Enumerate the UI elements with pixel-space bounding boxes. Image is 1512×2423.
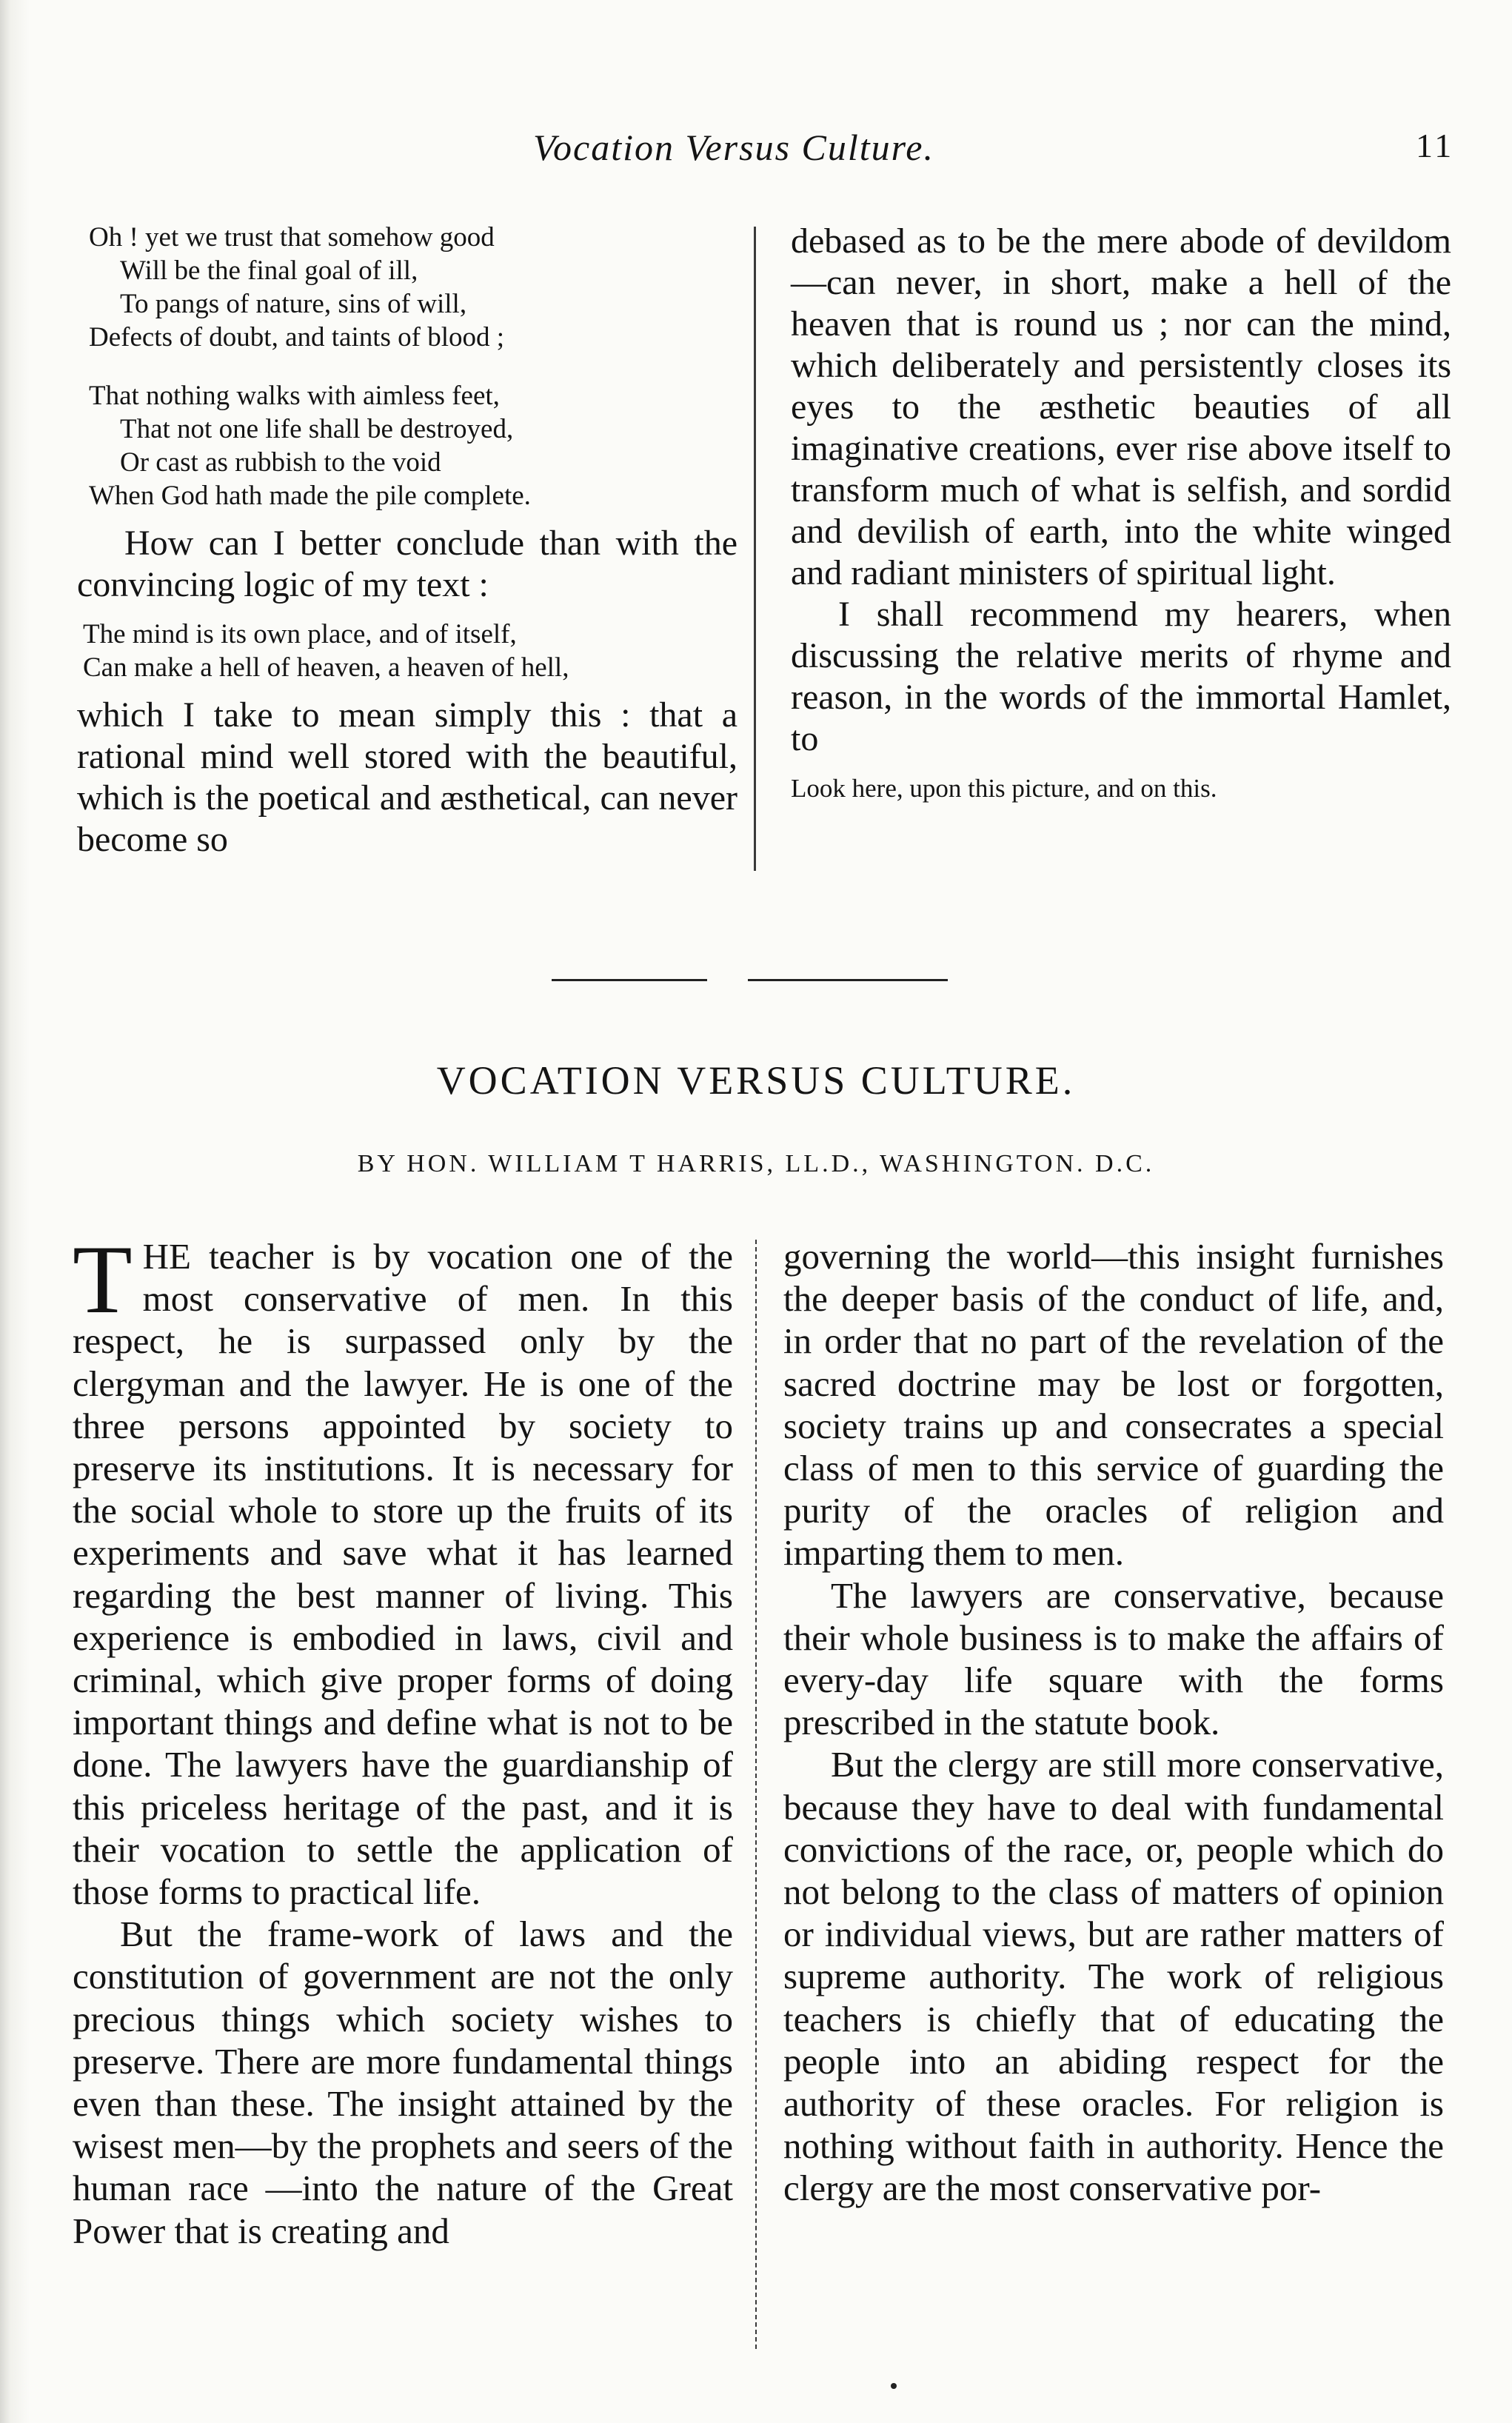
paragraph-text: I shall recommend my hearers, when discussing the relative merits of rhyme and reason, in the words of the immortal Hamlet, to [791,595,1451,758]
binding-shadow [0,0,30,2423]
article-paragraph-lawyers: The lawyers are conservative, because their whole business is to make the affairs of every-day life square with the forms prescribed in the statute book. [783,1574,1444,1743]
paragraph-text: debased as to be the mere abode of devildom—can never, in short, make a hell of the heaven that is round us ; nor can the mind, which deliberately and persistently closes its eyes to the æsthetic beauties of all imaginative creations, ever rise above itself to transform much of what is selfish, and sordid and devilish of earth, into the white winged and radiant ministers of spiritual light. [791,221,1451,592]
page-mark-dot [891,2383,897,2389]
section-separator-left [552,979,707,981]
verse-line: When God hath made the pile complete. [89,481,531,511]
article-right-column [783,1235,1444,2210]
upper-right-column [791,221,1451,805]
verse-stanza-2 [89,379,737,512]
paragraph-text: which I take to mean simply this : that a rational mind well stored with the beautiful, which is the poetical and æsthetical, can never become so [77,695,737,859]
page-number: 11 [1416,127,1455,164]
upper-left-column [77,221,737,860]
verse-stanza-1 [89,221,737,354]
drop-cap: T [73,1225,133,1334]
interpretation-paragraph [77,695,737,860]
article-paragraph-1 [73,1225,733,1913]
article-left-column [73,1225,733,2252]
article-paragraph-clergy: But the clergy are still more conservative, because they have to deal with fundamental convictions of the race, or, people which do not belong to the class of matters of opinion or individual views, but are rather matters of supreme authority. The work of religious teachers is chiefly that of educating the people into an abiding respect for the authority of these oracles. For religion is nothing without faith in authority. Hence the clergy are the most conservative por- [783,1744,1444,2209]
milton-quote [83,618,737,684]
running-title: Vocation Versus Culture. [533,127,934,168]
verse-line: Defects of doubt, and taints of blood ; [89,322,505,352]
paragraph-text: HE teacher is by vocation one of the most conservative of men. In this respect, he is surpassed only by the clergyman and the lawyer. He is one of the three persons appointed by society to preserve its institutions. It is necessary for the social whole to store up the fruits of its experiments and save what it has learned regarding the best manner of living. This experience is embodied in laws, civil and criminal, which give proper forms of doing important things and define what is not to be done. The lawyers have the guardianship of this priceless heritage of the past, and it is their vocation to settle the application of those forms to practical life. [73,1236,733,1913]
article-title: VOCATION VERSUS CULTURE. [436,1058,1076,1103]
verse-line: Or cast as rubbish to the void [120,447,441,478]
conclusion-paragraph [77,523,737,606]
article-byline: BY HON. WILLIAM T HARRIS, LL.D., WASHINGTON. D.C. [357,1150,1155,1177]
quote-line: Can make a hell of heaven, a heaven of hell, [83,652,569,683]
verse-line: To pangs of nature, sins of will, [120,289,467,319]
column-divider-upper [754,227,756,871]
verse-line: That not one life shall be destroyed, [120,414,514,444]
verse-line: That nothing walks with aimless feet, [89,381,500,411]
column-divider-article [755,1240,757,2349]
verse-line: Will be the final goal of ill, [120,255,418,286]
article-paragraph-2: But the frame-work of laws and the constitution of government are not the only precious things which society wishes to preserve. There are more fundamental things even than these. The insight attained by the wisest men—by the prophets and seers of the human race —into the nature of the Great Power that is creating and [73,1914,733,2251]
verse-line: Oh ! yet we trust that somehow good [89,222,495,253]
quote-line: The mind is its own place, and of itself, [83,619,517,649]
continued-paragraph [791,221,1451,760]
section-separator-right [748,979,948,981]
article-paragraph-continued: governing the world—this insight furnishes the deeper basis of the conduct of life, and, in order that no part of the revelation of the sacred doctrine may be lost or forgotten, society trains up and consecrates a special class of men to this service of guarding the purity of the oracles of religion and imparting them to men. [783,1236,1444,1574]
paragraph-text: How can I better conclude than with the convincing logic of my text : [77,524,737,604]
hamlet-quote: Look here, upon this picture, and on this. [791,774,1217,803]
